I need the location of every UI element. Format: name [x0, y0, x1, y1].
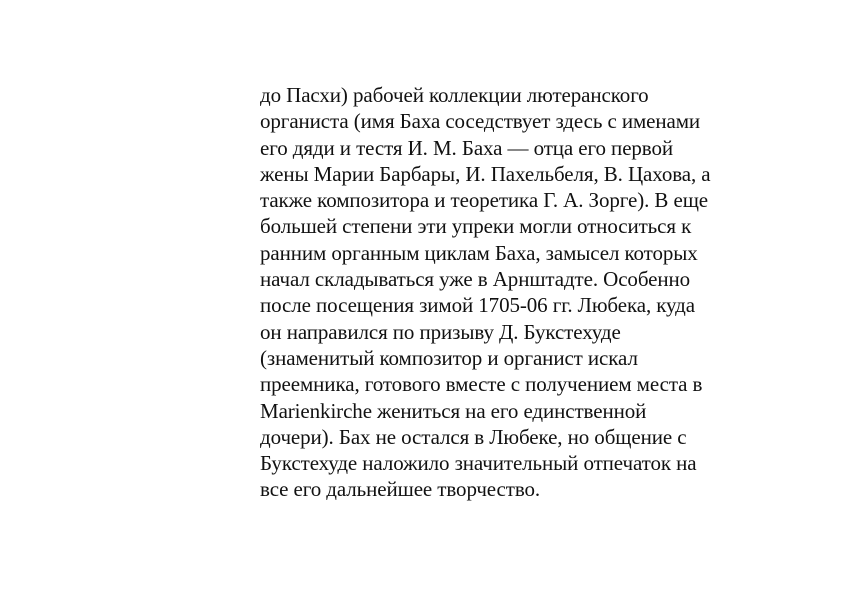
text-line-4: жены Марии Барбары, И. Пахельбеля, В. Цахова, а	[260, 161, 711, 186]
text-line-7: ранним органным циклам Баха, замысел которых	[260, 240, 698, 265]
text-line-12: преемника, готового вместе с получением места в	[260, 372, 703, 397]
text-line-5: также композитора и теоретика Г. А. Зорге). В еще	[260, 188, 708, 213]
text-line-15: Букстехуде наложило значительный отпечаток на	[260, 451, 697, 476]
text-line-8: начал складываться уже в Арнштадте. Особенно	[260, 267, 691, 292]
text-line-1: до Пасхи) рабочей коллекции лютеранского	[260, 83, 649, 107]
body-paragraph	[260, 82, 730, 503]
text-line-13: Marienkirche жениться на его единственной	[260, 398, 647, 423]
text-line-14: дочери). Бах не остался в Любеке, но общение с	[260, 424, 687, 449]
text-line-6: большей степени эти упреки могли относиться к	[260, 214, 692, 239]
text-line-2: органиста (имя Баха соседствует здесь с именами	[260, 109, 701, 134]
text-line-16: все его дальнейшее творчество.	[260, 477, 541, 502]
text-line-3: его дяди и тестя И. М. Баха — отца его первой	[260, 135, 674, 160]
text-line-11: (знаменитый композитор и органист искал	[260, 345, 638, 370]
text-line-9: после посещения зимой 1705-06 гг. Любека, куда	[260, 293, 695, 318]
text-line-10: он направился по призыву Д. Букстехуде	[260, 319, 621, 344]
